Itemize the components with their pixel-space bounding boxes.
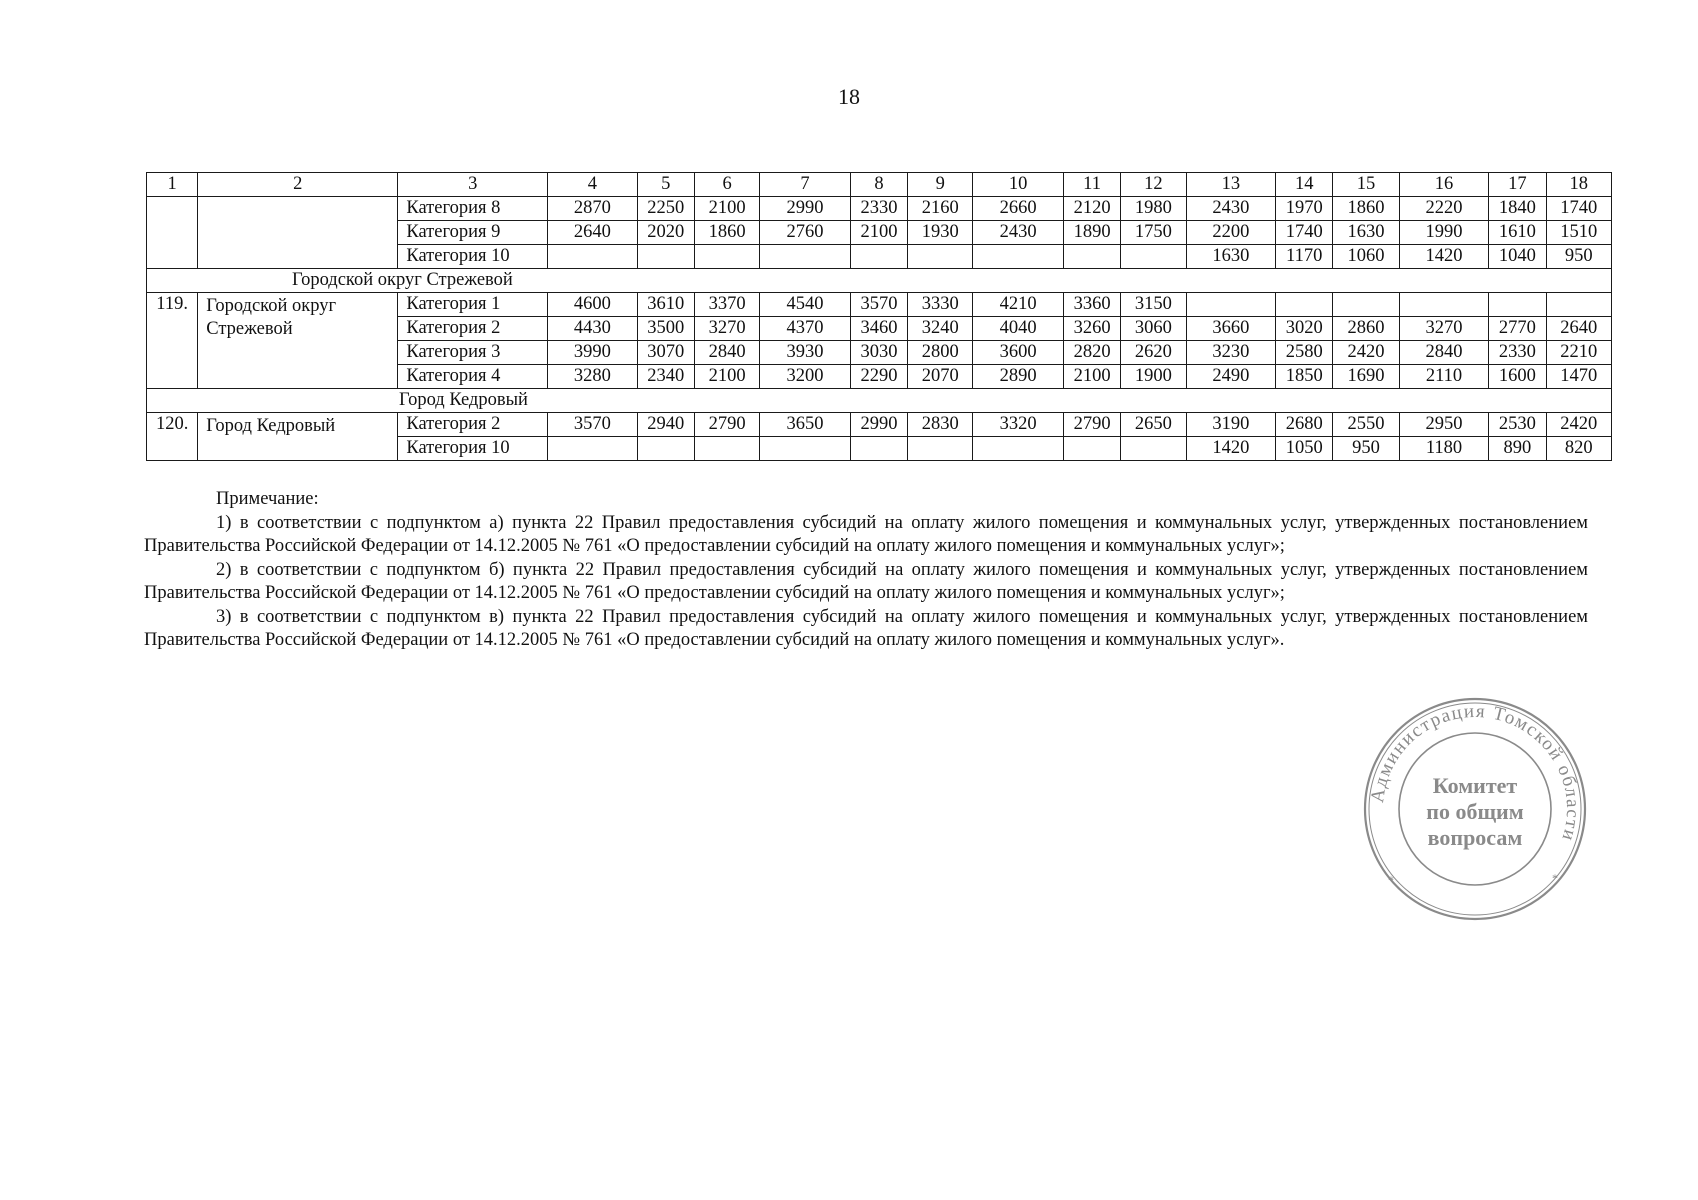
value-cell: 2020 (637, 221, 694, 245)
value-cell (637, 245, 694, 269)
value-cell: 3270 (694, 317, 759, 341)
value-cell: 1690 (1333, 365, 1399, 389)
column-header: 10 (973, 173, 1063, 197)
value-cell: 2250 (637, 197, 694, 221)
note-item: 1) в соответствии с подпунктом а) пункта 22 Правил предоставления субсидий на оплату жилого помещения и коммунальных услуг, утвержденных постановлением Правительства Российской Федерации от 14.12.2005 № 761 «О предоставлении субсидий на оплату жилого помещения и коммунальных услуг»; (144, 512, 1588, 556)
value-cell: 4210 (973, 293, 1063, 317)
value-cell: 2430 (1186, 197, 1275, 221)
value-cell: 3660 (1186, 317, 1275, 341)
value-cell: 2100 (694, 197, 759, 221)
value-cell: 3280 (548, 365, 637, 389)
value-cell (760, 437, 850, 461)
value-cell: 4600 (548, 293, 637, 317)
category-cell: Категория 10 (398, 245, 548, 269)
table-header-row (147, 173, 1612, 197)
value-cell: 950 (1333, 437, 1399, 461)
value-cell (548, 437, 637, 461)
table-row (147, 293, 1612, 317)
value-cell: 3150 (1121, 293, 1186, 317)
value-cell (1333, 293, 1399, 317)
row-number-cell: 119. (147, 293, 198, 389)
value-cell: 3460 (850, 317, 907, 341)
value-cell (908, 245, 973, 269)
column-header: 12 (1121, 173, 1186, 197)
value-cell (637, 437, 694, 461)
stamp-line: Комитет (1432, 773, 1518, 798)
value-cell: 1630 (1186, 245, 1275, 269)
value-cell: 3570 (850, 293, 907, 317)
value-cell: 1040 (1489, 245, 1546, 269)
value-cell (1063, 437, 1120, 461)
column-header: 4 (548, 173, 637, 197)
value-cell: 2340 (637, 365, 694, 389)
value-cell: 2820 (1063, 341, 1120, 365)
row-number-cell (147, 197, 198, 269)
value-cell: 3270 (1399, 317, 1488, 341)
value-cell: 2550 (1333, 413, 1399, 437)
value-cell: 2990 (760, 197, 850, 221)
column-header: 8 (850, 173, 907, 197)
value-cell (1489, 293, 1546, 317)
category-cell: Категория 8 (398, 197, 548, 221)
value-cell: 2220 (1399, 197, 1488, 221)
value-cell: 3570 (548, 413, 637, 437)
category-cell: Категория 4 (398, 365, 548, 389)
value-cell: 2650 (1121, 413, 1186, 437)
value-cell: 1970 (1276, 197, 1333, 221)
column-header: 14 (1276, 173, 1333, 197)
value-cell (1399, 293, 1488, 317)
value-cell: 3190 (1186, 413, 1275, 437)
value-cell: 1890 (1063, 221, 1120, 245)
section-title: Город Кедровый (147, 389, 1612, 413)
value-cell: 2840 (1399, 341, 1488, 365)
column-header: 13 (1186, 173, 1275, 197)
column-header: 7 (760, 173, 850, 197)
value-cell: 1930 (908, 221, 973, 245)
category-cell: Категория 1 (398, 293, 548, 317)
column-header: 3 (398, 173, 548, 197)
value-cell: 2420 (1333, 341, 1399, 365)
value-cell: 1840 (1489, 197, 1546, 221)
value-cell: 2120 (1063, 197, 1120, 221)
notes-heading: Примечание: (216, 489, 319, 509)
value-cell (1546, 293, 1611, 317)
value-cell: 1740 (1276, 221, 1333, 245)
value-cell: 2990 (850, 413, 907, 437)
official-stamp (1362, 696, 1588, 922)
value-cell: 2940 (637, 413, 694, 437)
value-cell: 4040 (973, 317, 1063, 341)
value-cell: 2680 (1276, 413, 1333, 437)
value-cell: 1740 (1546, 197, 1611, 221)
value-cell (1186, 293, 1275, 317)
section-title: Городской округ Стрежевой (147, 269, 1612, 293)
value-cell: 2330 (1489, 341, 1546, 365)
row-number-cell: 120. (147, 413, 198, 461)
value-cell: 4370 (760, 317, 850, 341)
value-cell: 2790 (1063, 413, 1120, 437)
value-cell: 1860 (694, 221, 759, 245)
municipality-cell (198, 197, 398, 269)
category-cell: Категория 9 (398, 221, 548, 245)
value-cell: 3020 (1276, 317, 1333, 341)
value-cell: 3260 (1063, 317, 1120, 341)
value-cell: 2790 (694, 413, 759, 437)
subsidy-rates-table (146, 172, 1612, 461)
value-cell: 3230 (1186, 341, 1275, 365)
value-cell (694, 245, 759, 269)
value-cell (1121, 437, 1186, 461)
value-cell: 2290 (850, 365, 907, 389)
value-cell: 2490 (1186, 365, 1275, 389)
value-cell: 3930 (760, 341, 850, 365)
value-cell: 2840 (694, 341, 759, 365)
value-cell: 2580 (1276, 341, 1333, 365)
value-cell: 2210 (1546, 341, 1611, 365)
note-item: 3) в соответствии с подпунктом в) пункта 22 Правил предоставления субсидий на оплату жилого помещения и коммунальных услуг, утвержденных постановлением Правительства Российской Федерации от 14.12.2005 № 761 «О предоставлении субсидий на оплату жилого помещения и коммунальных услуг». (144, 606, 1588, 650)
notes-block (144, 488, 1588, 653)
value-cell: 3070 (637, 341, 694, 365)
svg-text:*: * (1388, 873, 1394, 887)
value-cell: 1470 (1546, 365, 1611, 389)
section-row (147, 389, 1612, 413)
value-cell (1276, 293, 1333, 317)
value-cell: 950 (1546, 245, 1611, 269)
value-cell: 1420 (1399, 245, 1488, 269)
value-cell (1063, 245, 1120, 269)
value-cell: 1630 (1333, 221, 1399, 245)
value-cell: 1170 (1276, 245, 1333, 269)
value-cell: 2420 (1546, 413, 1611, 437)
column-header: 9 (908, 173, 973, 197)
value-cell: 820 (1546, 437, 1611, 461)
column-header: 16 (1399, 173, 1488, 197)
value-cell: 3610 (637, 293, 694, 317)
value-cell: 1510 (1546, 221, 1611, 245)
value-cell: 2830 (908, 413, 973, 437)
svg-text:Администрация Томской области: Администрация Томской области (1367, 700, 1584, 845)
value-cell: 3990 (548, 341, 637, 365)
municipality-name: Город Кедровый (198, 413, 398, 461)
value-cell: 2100 (850, 221, 907, 245)
value-cell (973, 245, 1063, 269)
value-cell: 3330 (908, 293, 973, 317)
value-cell: 1420 (1186, 437, 1275, 461)
value-cell: 2640 (1546, 317, 1611, 341)
table-row (147, 413, 1612, 437)
value-cell: 3240 (908, 317, 973, 341)
column-header: 17 (1489, 173, 1546, 197)
value-cell: 2640 (548, 221, 637, 245)
value-cell: 1980 (1121, 197, 1186, 221)
column-header: 5 (637, 173, 694, 197)
value-cell: 3500 (637, 317, 694, 341)
value-cell: 1180 (1399, 437, 1488, 461)
value-cell: 1990 (1399, 221, 1488, 245)
value-cell (908, 437, 973, 461)
value-cell: 2770 (1489, 317, 1546, 341)
stamp-line: по общим (1426, 799, 1524, 824)
value-cell: 1060 (1333, 245, 1399, 269)
municipality-name: Городской округ Стрежевой (198, 293, 398, 389)
value-cell: 3030 (850, 341, 907, 365)
value-cell: 4430 (548, 317, 637, 341)
value-cell: 1850 (1276, 365, 1333, 389)
value-cell: 2620 (1121, 341, 1186, 365)
value-cell: 1750 (1121, 221, 1186, 245)
value-cell: 3370 (694, 293, 759, 317)
value-cell (850, 437, 907, 461)
value-cell: 2100 (1063, 365, 1120, 389)
value-cell (1121, 245, 1186, 269)
value-cell: 2070 (908, 365, 973, 389)
category-cell: Категория 2 (398, 317, 548, 341)
value-cell: 2430 (973, 221, 1063, 245)
value-cell: 2110 (1399, 365, 1488, 389)
value-cell: 3200 (760, 365, 850, 389)
value-cell: 2870 (548, 197, 637, 221)
value-cell (548, 245, 637, 269)
value-cell: 2100 (694, 365, 759, 389)
category-cell: Категория 3 (398, 341, 548, 365)
value-cell: 2760 (760, 221, 850, 245)
value-cell: 2950 (1399, 413, 1488, 437)
value-cell: 1860 (1333, 197, 1399, 221)
value-cell: 2890 (973, 365, 1063, 389)
column-header: 18 (1546, 173, 1611, 197)
value-cell: 2530 (1489, 413, 1546, 437)
column-header: 6 (694, 173, 759, 197)
column-header: 15 (1333, 173, 1399, 197)
value-cell: 2800 (908, 341, 973, 365)
value-cell: 3360 (1063, 293, 1120, 317)
value-cell: 2860 (1333, 317, 1399, 341)
value-cell: 3600 (973, 341, 1063, 365)
value-cell: 890 (1489, 437, 1546, 461)
note-item: 2) в соответствии с подпунктом б) пункта 22 Правил предоставления субсидий на оплату жилого помещения и коммунальных услуг, утвержденных постановлением Правительства Российской Федерации от 14.12.2005 № 761 «О предоставлении субсидий на оплату жилого помещения и коммунальных услуг»; (144, 559, 1588, 603)
table-row (147, 197, 1612, 221)
category-cell: Категория 2 (398, 413, 548, 437)
value-cell: 3320 (973, 413, 1063, 437)
value-cell (850, 245, 907, 269)
value-cell: 4540 (760, 293, 850, 317)
value-cell: 1610 (1489, 221, 1546, 245)
column-header: 2 (198, 173, 398, 197)
value-cell: 2160 (908, 197, 973, 221)
value-cell: 1600 (1489, 365, 1546, 389)
page-number: 18 (838, 84, 860, 109)
column-header: 11 (1063, 173, 1120, 197)
value-cell: 1050 (1276, 437, 1333, 461)
column-header: 1 (147, 173, 198, 197)
svg-text:*: * (1552, 871, 1558, 885)
category-cell: Категория 10 (398, 437, 548, 461)
value-cell: 2660 (973, 197, 1063, 221)
value-cell: 1900 (1121, 365, 1186, 389)
stamp-line: вопросам (1427, 825, 1523, 850)
value-cell (760, 245, 850, 269)
value-cell: 3650 (760, 413, 850, 437)
value-cell (694, 437, 759, 461)
value-cell (973, 437, 1063, 461)
value-cell: 2200 (1186, 221, 1275, 245)
value-cell: 3060 (1121, 317, 1186, 341)
section-row (147, 269, 1612, 293)
value-cell: 2330 (850, 197, 907, 221)
